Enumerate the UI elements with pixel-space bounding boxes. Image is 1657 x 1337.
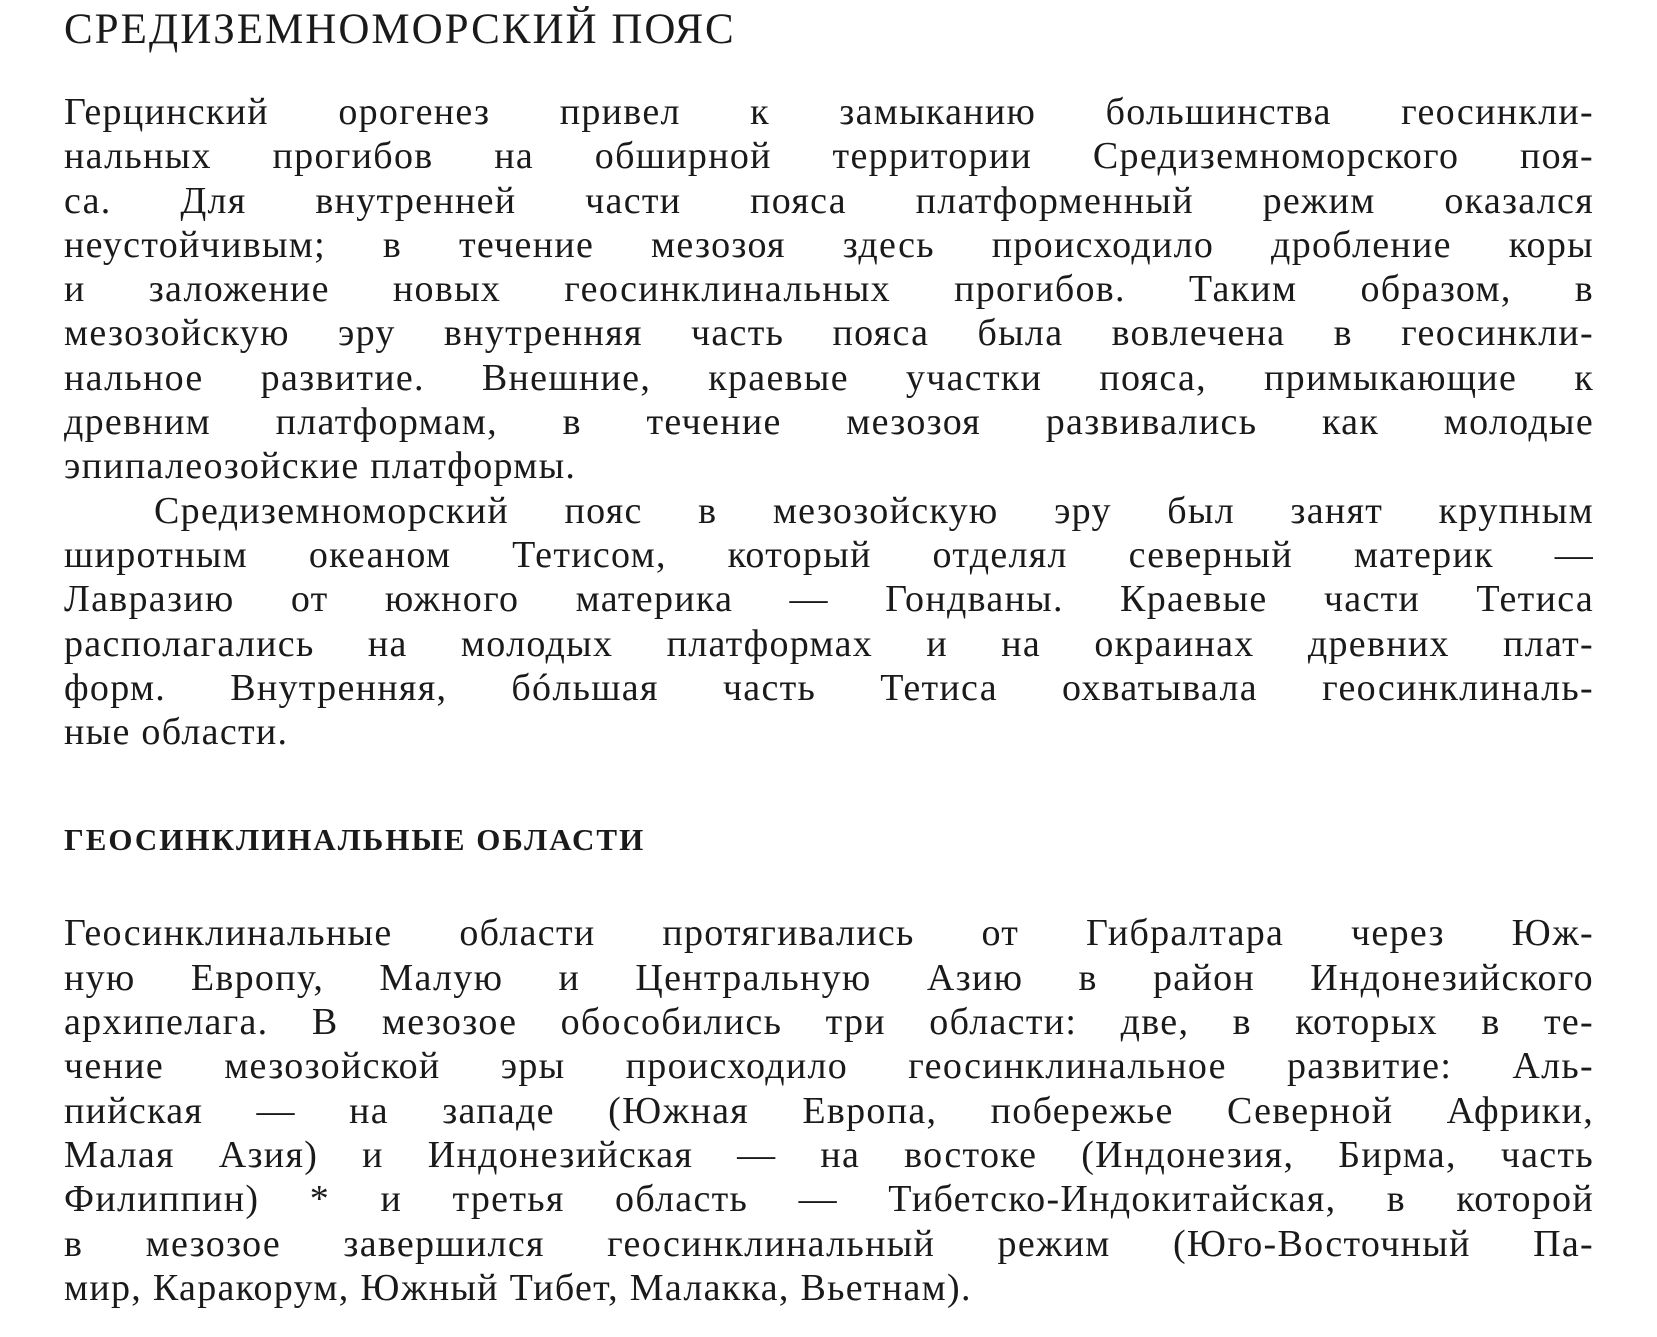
section-title: СРЕДИЗЕМНОМОРСКИЙ ПОЯС [64,6,736,53]
text-line: мир, Каракорум, Южный Тибет, Малакка, Вьетнам). [64,1266,972,1309]
paragraph-1 [64,90,1594,489]
text-line: нальное развитие. Внешние, краевые участки пояса, примыкающие к [64,356,1594,399]
paragraph-2 [64,489,1594,755]
subsection-heading: ГЕОСИНКЛИНАЛЬНЫЕ ОБЛАСТИ [64,822,646,858]
text-line: неустойчивым; в течение мезозоя здесь происходило дробление коры [64,223,1594,266]
text-line: ную Европу, Малую и Центральную Азию в район Индонезийского [64,956,1594,999]
text-line: Филиппин) * и третья область — Тибетско-Индокитайская, в которой [64,1178,1594,1221]
text-line: са. Для внутренней части пояса платформенный режим оказался [64,179,1594,222]
paragraph-3 [64,911,1594,1310]
text-line: широтным океаном Тетисом, который отделял северный материк — [64,533,1594,576]
text-line: чение мезозойской эры происходило геосинклинальное развитие: Аль- [64,1045,1594,1088]
text-line: Лавразию от южного материка — Гондваны. Краевые части Тетиса [64,578,1594,621]
text-line: Средиземноморский пояс в мезозойскую эру был занят крупным [154,489,1594,532]
text-line: архипелага. В мезозое обособились три области: две, в которых в те- [64,1001,1594,1044]
text-line: и заложение новых геосинклинальных прогибов. Таким образом, в [64,268,1594,311]
text-line: пийская — на западе (Южная Европа, побережье Северной Африки, [64,1089,1594,1132]
text-line: ные области. [64,711,289,754]
text-line: Геосинклинальные области протягивались от Гибралтара через Юж- [64,912,1594,955]
text-line: мезозойскую эру внутренняя часть пояса была вовлечена в геосинкли- [64,312,1594,355]
text-line: форм. Внутренняя, бóльшая часть Тетиса охватывала геосинклиналь- [64,666,1594,709]
text-line: нальных прогибов на обширной территории Средиземноморского поя- [64,135,1594,178]
text-line: эпипалеозойские платформы. [64,445,577,488]
text-line: в мезозое завершился геосинклинальный режим (Юго-Восточный Па- [64,1222,1594,1265]
text-line: располагались на молодых платформах и на окраинах древних плат- [64,622,1594,665]
text-line: древним платформам, в течение мезозоя развивались как молодые [64,401,1594,444]
text-line: Герцинский орогенез привел к замыканию большинства геосинкли- [64,91,1594,133]
text-line: Малая Азия) и Индонезийская — на востоке (Индонезия, Бирма, часть [64,1133,1594,1176]
document-page [64,0,1594,1310]
